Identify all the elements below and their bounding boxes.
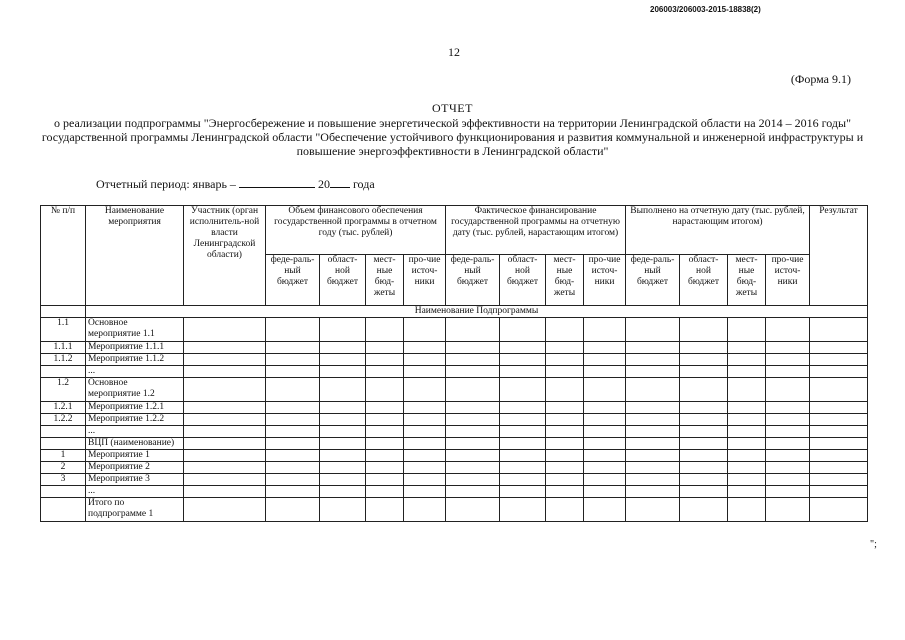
header-name: Наименование мероприятия bbox=[86, 206, 184, 306]
empty-cell bbox=[366, 414, 404, 426]
empty-cell bbox=[404, 414, 446, 426]
subheader-regional: област-ной бюджет bbox=[500, 255, 546, 306]
empty-cell bbox=[626, 486, 680, 498]
document-id: 206003/206003-2015-18838(2) bbox=[650, 5, 761, 14]
empty-cell bbox=[500, 378, 546, 402]
empty-cell bbox=[626, 498, 680, 522]
empty-cell bbox=[680, 378, 728, 402]
empty-cell bbox=[546, 462, 584, 474]
empty-cell bbox=[366, 498, 404, 522]
table-row bbox=[41, 498, 868, 522]
empty-cell bbox=[810, 426, 868, 438]
empty-cell bbox=[728, 474, 766, 486]
table-row bbox=[41, 366, 868, 378]
table-row bbox=[41, 486, 868, 498]
empty-cell bbox=[320, 354, 366, 366]
empty-cell bbox=[404, 426, 446, 438]
closing-quote-mark: "; bbox=[870, 539, 877, 550]
empty-cell bbox=[810, 486, 868, 498]
row-name: Итого по подпрограмме 1 bbox=[86, 498, 184, 522]
empty-cell bbox=[546, 366, 584, 378]
subheader-federal: феде-раль-ный бюджет bbox=[446, 255, 500, 306]
empty-cell bbox=[404, 498, 446, 522]
table-row bbox=[41, 318, 868, 342]
table-row bbox=[41, 462, 868, 474]
empty-cell bbox=[266, 354, 320, 366]
empty-cell bbox=[320, 474, 366, 486]
empty-cell bbox=[320, 486, 366, 498]
section-title: Наименование Подпрограммы bbox=[86, 306, 868, 318]
empty-cell bbox=[500, 342, 546, 354]
subheader-other: про-чие источ-ники bbox=[404, 255, 446, 306]
empty-cell bbox=[584, 426, 626, 438]
empty-cell bbox=[320, 438, 366, 450]
empty-cell bbox=[766, 354, 810, 366]
empty-cell bbox=[446, 498, 500, 522]
empty-cell bbox=[584, 486, 626, 498]
table-row bbox=[41, 414, 868, 426]
empty-cell bbox=[766, 498, 810, 522]
empty-cell bbox=[680, 462, 728, 474]
row-name: ... bbox=[86, 426, 184, 438]
empty-cell bbox=[446, 474, 500, 486]
table-row bbox=[41, 342, 868, 354]
header-result: Результат bbox=[810, 206, 868, 306]
empty-cell bbox=[266, 474, 320, 486]
empty-cell bbox=[584, 366, 626, 378]
empty-cell bbox=[320, 414, 366, 426]
empty-cell bbox=[500, 486, 546, 498]
empty-cell bbox=[320, 498, 366, 522]
empty-cell bbox=[584, 342, 626, 354]
empty-cell bbox=[626, 402, 680, 414]
empty-cell bbox=[626, 426, 680, 438]
empty-cell bbox=[446, 378, 500, 402]
empty-cell bbox=[366, 450, 404, 462]
table-row bbox=[41, 450, 868, 462]
empty-cell bbox=[546, 474, 584, 486]
period-label: Отчетный период: январь – bbox=[96, 177, 236, 191]
empty-cell bbox=[366, 342, 404, 354]
subheader-regional: област-ной бюджет bbox=[680, 255, 728, 306]
empty-cell bbox=[728, 426, 766, 438]
empty-cell bbox=[626, 414, 680, 426]
table-row bbox=[41, 354, 868, 366]
empty-cell bbox=[546, 498, 584, 522]
row-num: 1.1.1 bbox=[41, 342, 86, 354]
empty-cell bbox=[500, 450, 546, 462]
empty-cell bbox=[404, 402, 446, 414]
row-name: ... bbox=[86, 366, 184, 378]
empty-cell bbox=[766, 450, 810, 462]
empty-cell bbox=[680, 366, 728, 378]
empty-cell bbox=[766, 462, 810, 474]
subheader-federal: феде-раль-ный бюджет bbox=[266, 255, 320, 306]
empty-cell bbox=[680, 498, 728, 522]
empty-cell bbox=[500, 414, 546, 426]
empty-cell bbox=[680, 342, 728, 354]
empty-cell bbox=[446, 450, 500, 462]
empty-cell bbox=[680, 402, 728, 414]
table-row bbox=[41, 426, 868, 438]
empty-cell bbox=[766, 378, 810, 402]
row-num: 1.2.1 bbox=[41, 402, 86, 414]
empty-cell bbox=[626, 354, 680, 366]
empty-cell bbox=[680, 474, 728, 486]
empty-cell bbox=[366, 378, 404, 402]
row-num: 1.2 bbox=[41, 378, 86, 402]
empty-cell bbox=[810, 462, 868, 474]
empty-cell bbox=[500, 438, 546, 450]
row-name: Мероприятие 1.2.1 bbox=[86, 402, 184, 414]
empty-cell bbox=[728, 438, 766, 450]
row-num bbox=[41, 426, 86, 438]
row-num: 1.1.2 bbox=[41, 354, 86, 366]
empty-cell bbox=[810, 378, 868, 402]
row-name: Основное мероприятие 1.2 bbox=[86, 378, 184, 402]
empty-cell bbox=[728, 498, 766, 522]
empty-cell bbox=[584, 318, 626, 342]
empty-cell bbox=[546, 402, 584, 414]
form-label: (Форма 9.1) bbox=[790, 72, 851, 86]
empty-cell bbox=[266, 462, 320, 474]
empty-cell bbox=[728, 318, 766, 342]
empty-cell bbox=[626, 342, 680, 354]
empty-cell bbox=[584, 414, 626, 426]
empty-cell bbox=[500, 366, 546, 378]
empty-cell bbox=[810, 498, 868, 522]
empty-cell bbox=[404, 378, 446, 402]
empty-cell bbox=[680, 426, 728, 438]
empty-cell bbox=[266, 414, 320, 426]
empty-cell bbox=[404, 450, 446, 462]
empty-cell bbox=[810, 474, 868, 486]
empty-cell bbox=[446, 318, 500, 342]
row-num: 1.2.2 bbox=[41, 414, 86, 426]
row-num bbox=[41, 438, 86, 450]
empty-cell bbox=[404, 474, 446, 486]
empty-cell bbox=[404, 366, 446, 378]
empty-cell bbox=[584, 462, 626, 474]
subheader-federal: феде-раль-ный бюджет bbox=[626, 255, 680, 306]
empty-cell bbox=[184, 402, 266, 414]
empty-cell bbox=[626, 438, 680, 450]
row-num: 2 bbox=[41, 462, 86, 474]
empty-cell bbox=[320, 450, 366, 462]
empty-cell bbox=[546, 318, 584, 342]
empty-cell bbox=[446, 366, 500, 378]
empty-cell bbox=[728, 486, 766, 498]
empty-cell bbox=[266, 486, 320, 498]
empty-cell bbox=[546, 450, 584, 462]
empty-cell bbox=[266, 426, 320, 438]
empty-cell bbox=[320, 342, 366, 354]
empty-cell bbox=[446, 426, 500, 438]
empty-cell bbox=[546, 426, 584, 438]
empty-cell bbox=[810, 318, 868, 342]
empty-cell bbox=[500, 354, 546, 366]
empty-cell bbox=[404, 342, 446, 354]
empty-cell bbox=[728, 450, 766, 462]
empty-cell bbox=[446, 354, 500, 366]
row-name: Мероприятие 2 bbox=[86, 462, 184, 474]
empty-cell bbox=[680, 354, 728, 366]
empty-cell bbox=[366, 486, 404, 498]
empty-cell bbox=[500, 474, 546, 486]
empty-cell bbox=[500, 318, 546, 342]
empty-cell bbox=[366, 354, 404, 366]
empty-cell bbox=[810, 450, 868, 462]
table-row bbox=[41, 438, 868, 450]
empty-cell bbox=[810, 402, 868, 414]
empty-cell bbox=[266, 498, 320, 522]
empty-cell bbox=[728, 342, 766, 354]
empty-cell bbox=[728, 366, 766, 378]
header-planned-funding: Объем финансового обеспечения государственной программы в отчетном году (тыс. рублей) bbox=[266, 206, 446, 255]
empty-cell bbox=[680, 450, 728, 462]
empty-cell bbox=[500, 462, 546, 474]
empty-cell bbox=[184, 498, 266, 522]
empty-cell bbox=[810, 354, 868, 366]
empty-cell bbox=[584, 498, 626, 522]
row-name: Мероприятие 1.2.2 bbox=[86, 414, 184, 426]
empty-cell bbox=[766, 414, 810, 426]
empty-cell bbox=[184, 438, 266, 450]
empty-cell bbox=[680, 486, 728, 498]
empty-cell bbox=[366, 366, 404, 378]
period-year-prefix: 20 bbox=[317, 177, 330, 191]
empty-cell bbox=[584, 378, 626, 402]
empty-cell bbox=[184, 378, 266, 402]
report-subtitle: о реализации подпрограммы "Энергосбережение и повышение энергетической эффективности на территории Ленинградской области на 2014 – 2016 годы" государственной программы Ленинградской области "Обеспечение устойчивого функционирования и развития коммунальной и инженерной инфраструктуры и повышение энергоэффективности в Ленинградской области" bbox=[41, 116, 864, 158]
empty-cell bbox=[584, 402, 626, 414]
empty-cell bbox=[680, 438, 728, 450]
empty-cell bbox=[626, 462, 680, 474]
empty-cell bbox=[584, 354, 626, 366]
period-year-suffix: года bbox=[352, 177, 375, 191]
header-num: № п/п bbox=[41, 206, 86, 306]
report-table bbox=[40, 205, 868, 522]
row-name: Мероприятие 1.1.1 bbox=[86, 342, 184, 354]
empty-cell bbox=[366, 318, 404, 342]
empty-cell bbox=[626, 318, 680, 342]
empty-cell bbox=[766, 486, 810, 498]
row-num: 3 bbox=[41, 474, 86, 486]
empty-cell bbox=[404, 318, 446, 342]
empty-cell bbox=[766, 426, 810, 438]
empty-cell bbox=[766, 318, 810, 342]
empty-cell bbox=[266, 438, 320, 450]
empty-cell bbox=[546, 378, 584, 402]
empty-cell bbox=[500, 402, 546, 414]
empty-cell bbox=[366, 402, 404, 414]
empty-cell bbox=[810, 366, 868, 378]
subheader-regional: област-ной бюджет bbox=[320, 255, 366, 306]
empty-cell bbox=[320, 462, 366, 474]
empty-cell bbox=[584, 474, 626, 486]
empty-cell bbox=[446, 402, 500, 414]
empty-cell bbox=[728, 378, 766, 402]
reporting-period bbox=[96, 177, 375, 192]
empty-cell bbox=[766, 438, 810, 450]
empty-cell bbox=[320, 426, 366, 438]
empty-cell bbox=[266, 378, 320, 402]
empty-cell bbox=[626, 366, 680, 378]
row-name: ... bbox=[86, 486, 184, 498]
row-name: Основное мероприятие 1.1 bbox=[86, 318, 184, 342]
row-name: Мероприятие 3 bbox=[86, 474, 184, 486]
section-num-cell bbox=[41, 306, 86, 318]
empty-cell bbox=[404, 354, 446, 366]
empty-cell bbox=[546, 342, 584, 354]
row-num: 1.1 bbox=[41, 318, 86, 342]
empty-cell bbox=[320, 318, 366, 342]
row-num bbox=[41, 486, 86, 498]
empty-cell bbox=[184, 486, 266, 498]
empty-cell bbox=[626, 378, 680, 402]
row-name: ВЦП (наименование) bbox=[86, 438, 184, 450]
empty-cell bbox=[546, 438, 584, 450]
empty-cell bbox=[766, 366, 810, 378]
empty-cell bbox=[446, 462, 500, 474]
table-row bbox=[41, 378, 868, 402]
row-name: Мероприятие 1 bbox=[86, 450, 184, 462]
empty-cell bbox=[184, 450, 266, 462]
empty-cell bbox=[728, 402, 766, 414]
empty-cell bbox=[184, 318, 266, 342]
empty-cell bbox=[810, 414, 868, 426]
subheader-local: мест-ные бюд-жеты bbox=[546, 255, 584, 306]
empty-cell bbox=[320, 378, 366, 402]
empty-cell bbox=[184, 426, 266, 438]
empty-cell bbox=[584, 450, 626, 462]
row-num bbox=[41, 366, 86, 378]
empty-cell bbox=[680, 318, 728, 342]
row-name: Мероприятие 1.1.2 bbox=[86, 354, 184, 366]
empty-cell bbox=[266, 366, 320, 378]
period-month-blank bbox=[239, 177, 315, 188]
row-num bbox=[41, 498, 86, 522]
empty-cell bbox=[446, 342, 500, 354]
table-row bbox=[41, 474, 868, 486]
empty-cell bbox=[366, 462, 404, 474]
empty-cell bbox=[446, 438, 500, 450]
empty-cell bbox=[626, 450, 680, 462]
empty-cell bbox=[266, 342, 320, 354]
empty-cell bbox=[404, 462, 446, 474]
empty-cell bbox=[680, 414, 728, 426]
report-title: ОТЧЕТ bbox=[432, 101, 473, 115]
header-completed: Выполнено на отчетную дату (тыс. рублей, нарастающим итогом) bbox=[626, 206, 810, 255]
empty-cell bbox=[584, 438, 626, 450]
empty-cell bbox=[546, 414, 584, 426]
header-participant: Участник (орган исполнитель-ной власти Ленинградской области) bbox=[184, 206, 266, 306]
subheader-local: мест-ные бюд-жеты bbox=[366, 255, 404, 306]
empty-cell bbox=[366, 474, 404, 486]
subheader-other: про-чие источ-ники bbox=[584, 255, 626, 306]
empty-cell bbox=[266, 450, 320, 462]
empty-cell bbox=[766, 342, 810, 354]
empty-cell bbox=[728, 462, 766, 474]
empty-cell bbox=[184, 354, 266, 366]
empty-cell bbox=[266, 402, 320, 414]
empty-cell bbox=[184, 462, 266, 474]
empty-cell bbox=[500, 498, 546, 522]
empty-cell bbox=[184, 366, 266, 378]
table-row bbox=[41, 402, 868, 414]
header-actual-funding: Фактическое финансирование государственной программы на отчетную дату (тыс. рублей, нарастающим итогом) bbox=[446, 206, 626, 255]
empty-cell bbox=[184, 342, 266, 354]
empty-cell bbox=[184, 414, 266, 426]
empty-cell bbox=[320, 366, 366, 378]
empty-cell bbox=[366, 426, 404, 438]
empty-cell bbox=[546, 354, 584, 366]
empty-cell bbox=[728, 414, 766, 426]
period-year-blank bbox=[330, 177, 350, 188]
empty-cell bbox=[626, 474, 680, 486]
subheader-other: про-чие источ-ники bbox=[766, 255, 810, 306]
empty-cell bbox=[404, 438, 446, 450]
empty-cell bbox=[546, 486, 584, 498]
empty-cell bbox=[184, 474, 266, 486]
empty-cell bbox=[810, 438, 868, 450]
empty-cell bbox=[810, 342, 868, 354]
empty-cell bbox=[728, 354, 766, 366]
empty-cell bbox=[446, 486, 500, 498]
empty-cell bbox=[766, 402, 810, 414]
subheader-local: мест-ные бюд-жеты bbox=[728, 255, 766, 306]
empty-cell bbox=[320, 402, 366, 414]
empty-cell bbox=[766, 474, 810, 486]
empty-cell bbox=[446, 414, 500, 426]
page-number: 12 bbox=[448, 45, 460, 59]
row-num: 1 bbox=[41, 450, 86, 462]
empty-cell bbox=[366, 438, 404, 450]
empty-cell bbox=[266, 318, 320, 342]
empty-cell bbox=[500, 426, 546, 438]
empty-cell bbox=[404, 486, 446, 498]
